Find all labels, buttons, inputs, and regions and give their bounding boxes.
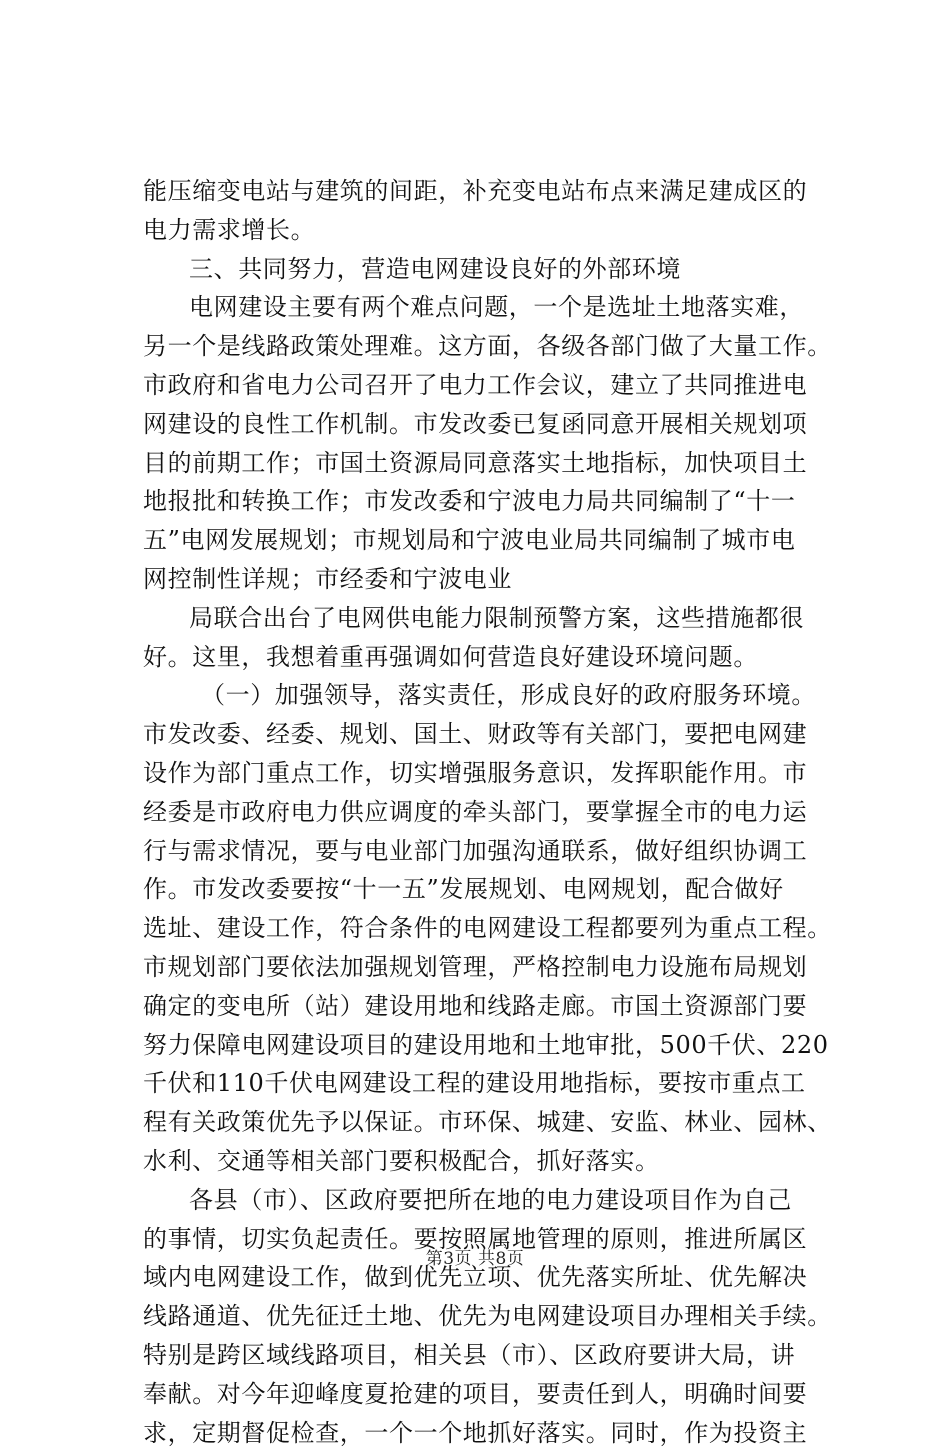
text-line: 地报批和转换工作；市发改委和宁波电力局共同编制了“十一: [143, 482, 833, 521]
text-line: 经委是市政府电力供应调度的牵头部门，要掌握全市的电力运: [143, 793, 833, 832]
text-line: 确定的变电所（站）建设用地和线路走廊。市国土资源部门要: [143, 987, 833, 1026]
text-line: 五”电网发展规划；市规划局和宁波电业局共同编制了城市电: [143, 521, 833, 560]
text-line: 作。市发改委要按“十一五”发展规划、电网规划，配合做好: [143, 870, 833, 909]
text-line: 千伏和110千伏电网建设工程的建设用地指标，要按市重点工: [143, 1064, 833, 1103]
text-line: 市规划部门要依法加强规划管理，严格控制电力设施布局规划: [143, 948, 833, 987]
text-line: 市发改委、经委、规划、国土、财政等有关部门，要把电网建: [143, 715, 833, 754]
text-line: 好。这里，我想着重再强调如何营造良好建设环境问题。: [143, 638, 833, 677]
text-line: 网控制性详规；市经委和宁波电业: [143, 560, 833, 599]
text-line: 努力保障电网建设项目的建设用地和土地审批，500千伏、220: [143, 1026, 833, 1065]
text-line: 求，定期督促检查，一个一个地抓好落实。同时，作为投资主: [143, 1414, 833, 1452]
text-line: 另一个是线路政策处理难。这方面，各级各部门做了大量工作。: [143, 327, 833, 366]
subsection-heading: （一）加强领导，落实责任，形成良好的政府服务环境。: [143, 676, 833, 715]
text-line: 局联合出台了电网供电能力限制预警方案，这些措施都很: [143, 599, 833, 638]
text-line: 域内电网建设工作，做到优先立项、优先落实所址、优先解决: [143, 1258, 833, 1297]
text-line: 设作为部门重点工作，切实增强服务意识，发挥职能作用。市: [143, 754, 833, 793]
text-line: 各县（市）、区政府要把所在地的电力建设项目作为自己: [143, 1181, 833, 1220]
text-line: 行与需求情况，要与电业部门加强沟通联系，做好组织协调工: [143, 832, 833, 871]
text-line: 选址、建设工作，符合条件的电网建设工程都要列为重点工程。: [143, 909, 833, 948]
text-line: 能压缩变电站与建筑的间距，补充变电站布点来满足建成区的: [143, 172, 833, 211]
text-line: 的事情，切实负起责任。要按照属地管理的原则，推进所属区: [143, 1220, 833, 1259]
text-line: 程有关政策优先予以保证。市环保、城建、安监、林业、园林、: [143, 1103, 833, 1142]
page-number-label: 第3页 共8页: [426, 1249, 525, 1269]
text-line: 市政府和省电力公司召开了电力工作会议，建立了共同推进电: [143, 366, 833, 405]
text-line: 奉献。对今年迎峰度夏抢建的项目，要责任到人，明确时间要: [143, 1375, 833, 1414]
text-line: 水利、交通等相关部门要积极配合，抓好落实。: [143, 1142, 833, 1181]
text-line: 目的前期工作；市国土资源局同意落实土地指标，加快项目土: [143, 444, 833, 483]
section-heading: 三、共同努力，营造电网建设良好的外部环境: [143, 250, 833, 289]
text-line: 电网建设主要有两个难点问题，一个是选址土地落实难，: [143, 288, 833, 327]
text-line: 线路通道、优先征迁土地、优先为电网建设项目办理相关手续。: [143, 1297, 833, 1336]
page-footer: [0, 1244, 950, 1269]
text-line: 网建设的良性工作机制。市发改委已复函同意开展相关规划项: [143, 405, 833, 444]
text-line: 特别是跨区域线路项目，相关县（市）、区政府要讲大局，讲: [143, 1336, 833, 1375]
text-line: 电力需求增长。: [143, 211, 833, 250]
